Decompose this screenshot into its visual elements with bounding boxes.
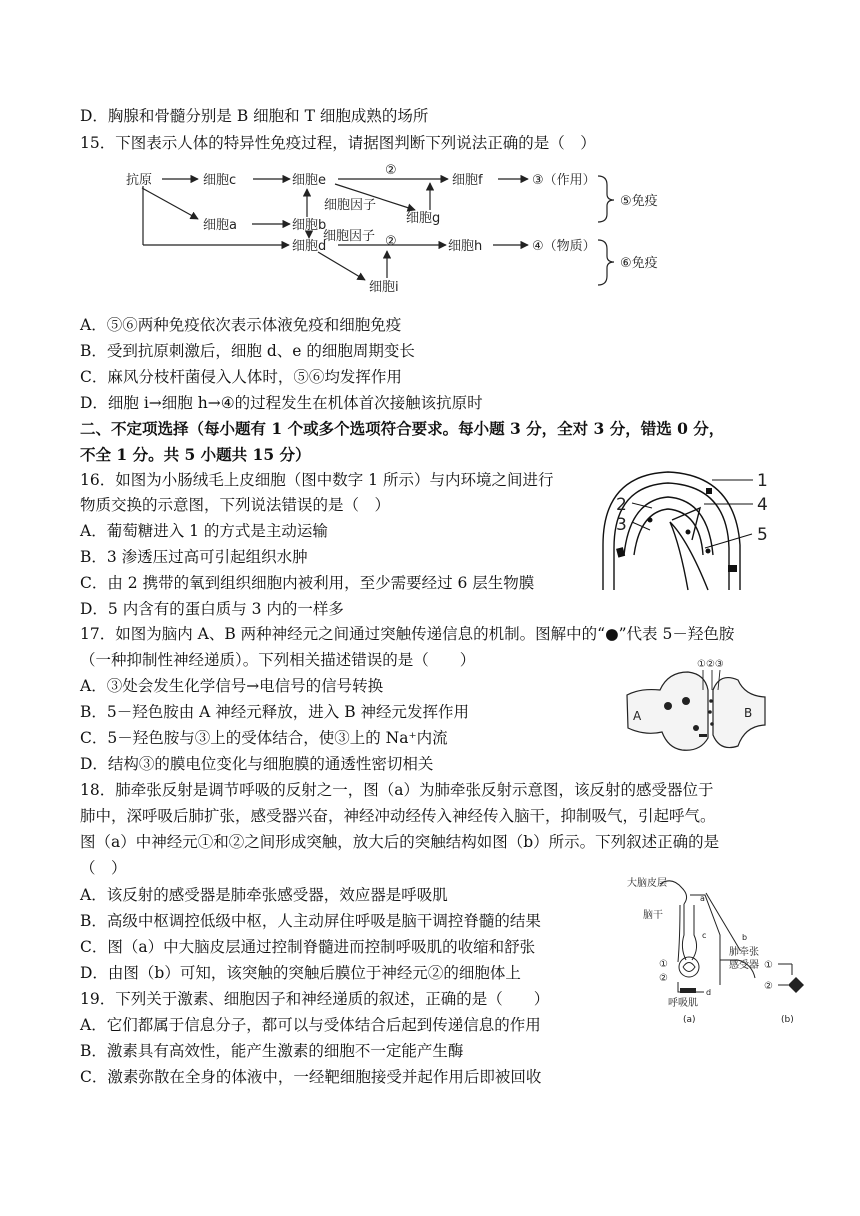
- q17-option-a: A．③处会发生化学信号→电信号的信号转换: [80, 677, 384, 695]
- q19-option-b: B．激素具有高效性，能产生激素的细胞不一定能产生酶: [80, 1042, 464, 1060]
- structure-marks: ①②③: [697, 659, 724, 670]
- q18-option-a: A．该反射的感受器是肺牵张感受器，效应器是呼吸肌: [80, 886, 448, 904]
- receptor-label-1: 肺牵张: [729, 947, 759, 958]
- cytokine-bottom-label: 细胞因子: [323, 229, 376, 244]
- synapse-2-label: ②: [764, 981, 773, 992]
- antigen-label: 抗原: [126, 173, 153, 188]
- synapse-1-label: ①: [764, 960, 773, 971]
- q17-stem: 17．如图为脑内 A、B 两种神经元之间通过突触传递信息的机制。图解中的“●”代表 5－羟色胺: [80, 625, 735, 643]
- brainstem-label: 脑干: [643, 910, 663, 921]
- cell-a-label: 细胞a: [203, 218, 237, 233]
- cell-d-label: 细胞d: [292, 239, 327, 254]
- label-2: 2: [616, 495, 627, 515]
- q17-stem-cont: （一种抑制性神经递质）。下列相关描述错误的是（ ）: [80, 651, 476, 669]
- q15-option-d: D．细胞 i→细胞 h→④的过程发生在机体首次接触该抗原时: [80, 394, 483, 412]
- q18-stem-2: 肺中，深呼吸后肺扩张，感受器兴奋，神经冲动经传入神经传入脑干，抑制吸气，引起呼气。: [80, 807, 716, 825]
- cell-h-label: 细胞h: [448, 239, 483, 254]
- q18-stem-3: 图（a）中神经元①和②之间形成突触，放大后的突触结构如图（b）所示。下列叙述正确的是: [80, 833, 720, 851]
- output-3-label: ③（作用）: [532, 173, 596, 188]
- cell-b-label: 细胞b: [292, 218, 327, 233]
- figure-a-caption: (a): [683, 1015, 696, 1025]
- receptor-label-2: 感受器: [729, 960, 759, 971]
- q15-option-b: B．受到抗原刺激后，细胞 d、e 的细胞周期变长: [80, 342, 415, 360]
- q15-stem: 15．下图表示人体的特异性免疫过程，请据图判断下列说法正确的是（ ）: [80, 134, 596, 152]
- muscle-label: 呼吸肌: [668, 998, 698, 1009]
- q16-stem: 16．如图为小肠绒毛上皮细胞（图中数字 1 所示）与内环境之间进行: [80, 471, 554, 489]
- cell-c-label: 细胞c: [203, 173, 237, 188]
- q16-option-c: C．由 2 携带的氧到组织细胞内被利用，至少需要经过 6 层生物膜: [80, 574, 535, 592]
- neuron-b-label: B: [744, 706, 753, 720]
- neuron-1-label: ①: [659, 959, 668, 970]
- cell-i-label: 细胞i: [369, 280, 399, 295]
- q15-option-c: C．麻风分枝杆菌侵入人体时，⑤⑥均发挥作用: [80, 368, 402, 386]
- cell-e-label: 细胞e: [292, 173, 326, 188]
- q14-option-d: D．胸腺和骨髓分别是 B 细胞和 T 细胞成熟的场所: [80, 107, 429, 125]
- q16-option-a: A．葡萄糖进入 1 的方式是主动运输: [80, 522, 328, 540]
- cell-f-label: 细胞f: [452, 173, 483, 188]
- cell-g-label: 细胞g: [406, 211, 441, 226]
- q18-stem-4: （ ）: [80, 859, 127, 877]
- neuron-2-label: ②: [659, 973, 668, 984]
- label-3: 3: [616, 515, 627, 535]
- q15-option-a: A．⑤⑥两种免疫依次表示体液免疫和细胞免疫: [80, 316, 402, 334]
- mark-2-top: ②: [385, 163, 397, 178]
- label-1: 1: [757, 471, 768, 491]
- q16-stem-cont: 物质交换的示意图，下列说法错误的是（ ）: [80, 496, 391, 514]
- section-2-heading: 二、不定项选择（每小题有 1 个或多个选项符合要求。每小题 3 分，全对 3 分，错选 0 分，: [80, 419, 725, 438]
- q19-stem: 19．下列关于激素、细胞因子和神经递质的叙述，正确的是（ ）: [80, 990, 550, 1008]
- q16-option-d: D．5 内含有的蛋白质与 3 内的一样多: [80, 600, 344, 618]
- immunity-5-label: ⑤免疫: [620, 194, 658, 209]
- q18-option-c: C．图（a）中大脑皮层通过控制脊髓进而控制呼吸肌的收缩和舒张: [80, 938, 536, 956]
- q16-option-b: B．3 渗透压过高可引起组织水肿: [80, 548, 308, 566]
- q17-option-c: C．5－羟色胺与③上的受体结合，使③上的 Na⁺内流: [80, 729, 448, 747]
- label-a: a: [700, 894, 705, 903]
- q19-option-c: C．激素弥散在全身的体液中，一经靶细胞接受并起作用后即被回收: [80, 1068, 542, 1086]
- q18-option-d: D．由图（b）可知，该突触的突触后膜位于神经元②的细胞体上: [80, 964, 521, 982]
- label-b: b: [742, 933, 748, 942]
- cortex-label: 大脑皮层: [627, 878, 667, 889]
- q17-option-d: D．结构③的膜电位变化与细胞膜的通透性密切相关: [80, 755, 434, 773]
- q17-option-b: B．5－羟色胺由 A 神经元释放，进入 B 神经元发挥作用: [80, 703, 470, 721]
- label-5: 5: [757, 525, 768, 545]
- label-4: 4: [757, 495, 768, 515]
- figure-b-caption: (b): [781, 1015, 794, 1025]
- section-2-heading-cont: 不全 1 分。共 5 小题共 15 分）: [80, 445, 311, 464]
- output-4-label: ④（物质）: [532, 239, 596, 254]
- q18-option-b: B．高级中枢调控低级中枢，人主动屏住呼吸是脑干调控脊髓的结果: [80, 912, 541, 930]
- immunity-6-label: ⑥免疫: [620, 256, 658, 271]
- label-c: c: [702, 931, 707, 940]
- mark-2-bottom: ②: [385, 234, 397, 249]
- label-d: d: [706, 988, 712, 997]
- cytokine-top-label: 细胞因子: [324, 198, 377, 213]
- q18-stem: 18．肺牵张反射是调节呼吸的反射之一，图（a）为肺牵张反射示意图，该反射的感受器位于: [80, 781, 714, 799]
- q19-option-a: A．它们都属于信息分子，都可以与受体结合后起到传递信息的作用: [80, 1016, 541, 1034]
- neuron-a-label: A: [633, 709, 642, 723]
